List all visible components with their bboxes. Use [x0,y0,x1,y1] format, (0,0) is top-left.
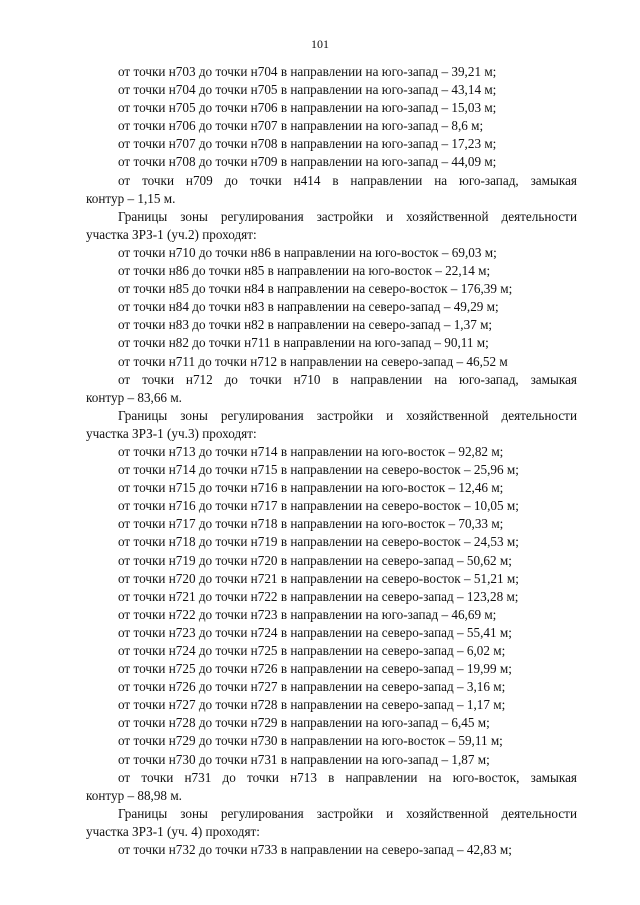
paragraph-first-line: от точки н731 до точки н713 в направлении на юго-восток, замыкая [118,769,577,785]
boundary-segment-line: от точки н715 до точки н716 в направлении на юго-восток – 12,46 м; [118,480,504,496]
paragraph [86,371,577,407]
boundary-segment-line: от точки н85 до точки н84 в направлении на северо-восток – 176,39 м; [118,281,513,297]
paragraph-continuation-line: участка ЗРЗ-1 (уч.2) проходят: [86,226,257,242]
boundary-segment-line: от точки н724 до точки н725 в направлении на северо-запад – 6,02 м; [118,643,506,658]
paragraph-continuation-line: участка ЗРЗ-1 (уч. 4) проходят: [86,823,260,839]
boundary-segment-line: от точки н725 до точки н726 в направлении на северо-запад – 19,99 м; [118,661,512,677]
paragraph [86,208,577,244]
boundary-segment-line: от точки н716 до точки н717 в направлении на северо-восток – 10,05 м; [118,498,519,514]
boundary-segment-line: от точки н82 до точки н711 в направлении на юго-запад – 90,11 м; [118,335,489,351]
boundary-segment-line: от точки н705 до точки н706 в направлении на юго-запад – 15,03 м; [118,100,497,116]
page-number: 101 [311,37,329,51]
boundary-segment-line: от точки н727 до точки н728 в направлении на северо-запад – 1,17 м; [118,697,506,713]
paragraph-continuation-line: контур – 83,66 м. [86,389,182,405]
boundary-segment-line: от точки н723 до точки н724 в направлении на северо-запад – 55,41 м; [118,624,512,640]
paragraph-continuation-line: участка ЗРЗ-1 (уч.3) проходят: [86,425,257,441]
document-body [86,63,577,859]
boundary-segment-line: от точки н720 до точки н721 в направлении на северо-восток – 51,21 м; [118,570,519,586]
boundary-segment-line: от точки н86 до точки н85 в направлении на юго-восток – 22,14 м; [118,263,491,279]
boundary-segment-line: от точки н718 до точки н719 в направлении на северо-восток – 24,53 м; [118,534,519,550]
boundary-segment-line: от точки н713 до точки н714 в направлении на юго-восток – 92,82 м; [118,443,504,459]
boundary-segment-line: от точки н721 до точки н722 в направлении на северо-запад – 123,28 м; [118,588,519,604]
paragraph [86,172,577,208]
boundary-segment-line: от точки н711 до точки н712 в направлении на северо-запад – 46,52 м [118,353,508,369]
boundary-segment-line: от точки н708 до точки н709 в направлении на юго-запад – 44,09 м; [118,154,497,170]
boundary-segment-line: от точки н726 до точки н727 в направлении на северо-запад – 3,16 м; [118,679,506,695]
paragraph-first-line: Границы зоны регулирования застройки и хозяйственной деятельности [118,805,577,821]
paragraph [86,805,577,841]
boundary-segment-line: от точки н706 до точки н707 в направлении на юго-запад – 8,6 м; [118,118,484,134]
paragraph-continuation-line: контур – 1,15 м. [86,190,176,206]
paragraph [86,407,577,443]
boundary-segment-line: от точки н719 до точки н720 в направлении на северо-запад – 50,62 м; [118,552,512,568]
paragraph-first-line: от точки н709 до точки н414 в направлении на юго-запад, замыкая [118,172,577,188]
paragraph-first-line: Границы зоны регулирования застройки и хозяйственной деятельности [118,208,577,224]
boundary-segment-line: от точки н714 до точки н715 в направлении на северо-восток – 25,96 м; [118,462,519,478]
boundary-segment-line: от точки н729 до точки н730 в направлении на юго-восток – 59,11 м; [118,733,503,749]
boundary-segment-line: от точки н84 до точки н83 в направлении на северо-запад – 49,29 м; [118,299,499,315]
boundary-segment-line: от точки н704 до точки н705 в направлении на юго-запад – 43,14 м; [118,82,497,98]
paragraph-continuation-line: контур – 88,98 м. [86,787,182,803]
boundary-segment-line: от точки н732 до точки н733 в направлении на северо-запад – 42,83 м; [118,842,512,858]
boundary-segment-line: от точки н707 до точки н708 в направлении на юго-запад – 17,23 м; [118,136,497,152]
boundary-segment-line: от точки н710 до точки н86 в направлении на юго-восток – 69,03 м; [118,244,497,260]
paragraph [86,769,577,805]
boundary-segment-line: от точки н717 до точки н718 в направлении на юго-восток – 70,33 м; [118,516,504,532]
boundary-segment-line: от точки н83 до точки н82 в направлении на северо-запад – 1,37 м; [118,317,493,333]
boundary-segment-line: от точки н728 до точки н729 в направлении на юго-запад – 6,45 м; [118,715,490,731]
boundary-segment-line: от точки н703 до точки н704 в направлении на юго-запад – 39,21 м; [118,64,497,79]
paragraph-first-line: Границы зоны регулирования застройки и хозяйственной деятельности [118,407,577,423]
paragraph-first-line: от точки н712 до точки н710 в направлении на юго-запад, замыкая [118,371,577,387]
boundary-segment-line: от точки н722 до точки н723 в направлении на юго-запад – 46,69 м; [118,606,497,622]
boundary-segment-line: от точки н730 до точки н731 в направлении на юго-запад – 1,87 м; [118,751,490,767]
